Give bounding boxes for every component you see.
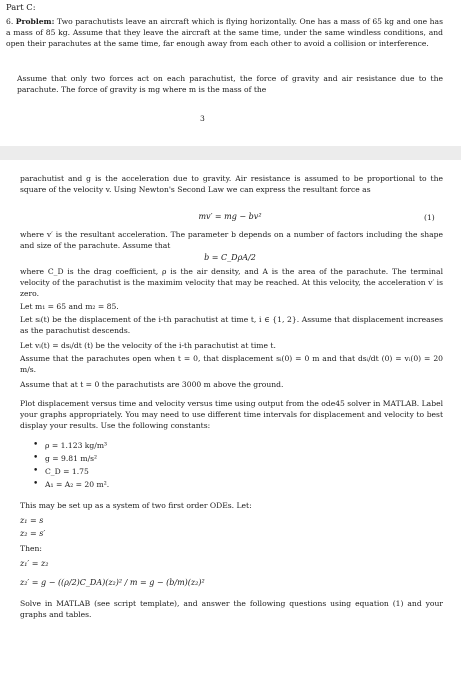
problem-number: 6. <box>6 17 14 26</box>
paragraph-parameter-b: where v′ is the resultant acceleration. The parameter b depends on a number of factors including the shape and size of the parachute. Assume that <box>20 230 443 250</box>
paragraph-displacement: Let sᵢ(t) be the displacement of the i-th parachutist at time t, i ∈ {1, 2}. Assume that displacement increases as the parachutist descends. <box>20 315 443 335</box>
constant-cd: • C_D = 1.75 <box>33 465 333 478</box>
part-heading: Part C: <box>6 2 36 12</box>
problem-statement <box>6 16 443 49</box>
problem-label: Problem: <box>15 17 55 26</box>
page-number: 3 <box>200 114 205 123</box>
equation-b: b = C_DρA/2 <box>204 253 256 262</box>
then-label: Then: <box>20 544 42 553</box>
document-page-1 <box>0 0 461 146</box>
paragraph-drag: where C_D is the drag coefficient, ρ is the air density, and A is the area of the parachute. The terminal velocity of the parachutist is the maximim velocity that may be reached. At this velocity, the acceleration v′ is zero. <box>20 267 443 298</box>
paragraph-newton: parachutist and g is the acceleration due to gravity. Air resistance is assumed to be proportional to the square of the velocity v. Using Newton's Second Law we can express the resultant force as <box>20 174 443 194</box>
z1-definition: z₁ = s <box>20 516 44 525</box>
constant-g: • g = 9.81 m/s² <box>33 452 333 465</box>
z1-prime-equation: z₁′ = z₂ <box>20 559 49 568</box>
paragraph-plot-instructions: Plot displacement versus time and velocity versus time using output from the ode45 solver in MATLAB. Label your graphs appropriately. You may need to use different time intervals for displacement and velocity to best display your results. Use the following constants: <box>20 399 443 430</box>
problem-text: Two parachutists leave an aircraft which is flying horizontally. One has a mass of 65 kg and one has a mass of 85 kg. Assume that they leave the aircraft at the same time, under the same windless conditions, and open their parachutes at the same time, far enough away from each other to avoid a collision or interference. <box>6 17 443 48</box>
equation-1-number: (1) <box>424 213 435 222</box>
constant-area: • A₁ = A₂ = 20 m². <box>33 478 333 491</box>
paragraph-ode-system: This may be set up as a system of two first order ODEs. Let: <box>20 501 252 510</box>
paragraph-height: Assume that at t = 0 the parachutists are 3000 m above the ground. <box>20 380 284 389</box>
assume-forces-text: Assume that only two forces act on each parachutist, the force of gravity and air resistance due to the parachute. The force of gravity is mg where m is the mass of the <box>17 74 443 94</box>
z2-prime-equation: z₂′ = g − ((ρ/2)C_DA)(z₂)² / m = g − (b/m)(z₂)² <box>20 578 205 587</box>
paragraph-solve-matlab: Solve in MATLAB (see script template), and answer the following questions using equation (1) and your graphs and tables. <box>20 599 443 619</box>
constant-rho: • ρ = 1.123 kg/m³ <box>33 439 333 452</box>
equation-1: mv′ = mg − bv² <box>198 212 262 221</box>
paragraph-initial-conditions: Assume that the parachutes open when t = 0, that displacement sᵢ(0) = 0 m and that dsᵢ/dt (0) = vᵢ(0) = 20 m/s. <box>20 354 443 374</box>
paragraph-masses: Let m₁ = 65 and m₂ = 85. <box>20 302 119 311</box>
page-break <box>0 146 461 160</box>
document-page-2 <box>0 160 461 700</box>
z2-definition: z₂ = s′ <box>20 529 46 538</box>
paragraph-velocity: Let vᵢ(t) = dsᵢ/dt (t) be the velocity of the i-th parachutist at time t. <box>20 341 276 350</box>
constants-list <box>33 439 333 491</box>
